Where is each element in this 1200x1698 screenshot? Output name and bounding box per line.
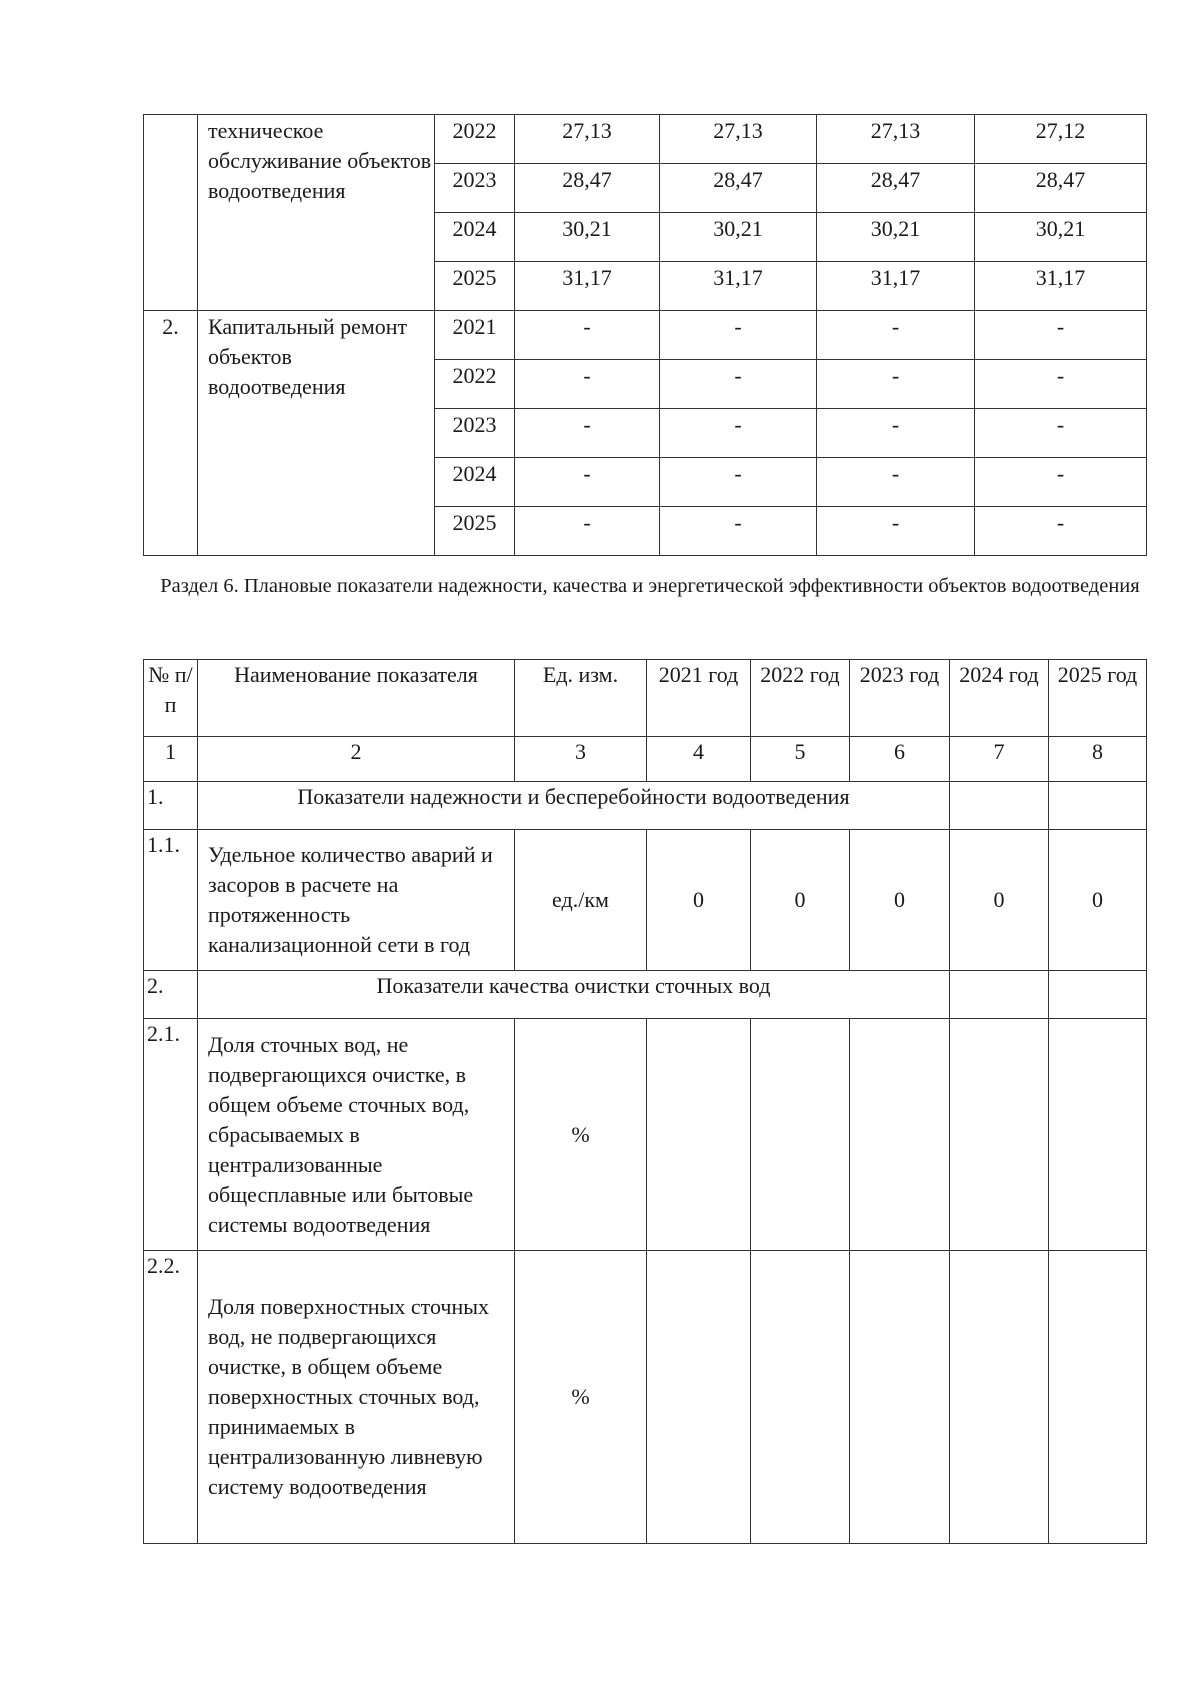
value-cell: 30,21: [660, 213, 817, 262]
year-cell: 2025: [435, 507, 515, 556]
year-cell: 2025: [435, 262, 515, 311]
value-cell: [1049, 1251, 1147, 1544]
unit-cell: %: [515, 1251, 647, 1544]
year-cell: 2022: [435, 360, 515, 409]
table-row: [144, 1019, 1147, 1251]
empty-cell: [1049, 971, 1147, 1019]
value-cell: -: [817, 507, 975, 556]
row-number-cell: 1.1.: [144, 830, 198, 971]
value-cell: [751, 1019, 850, 1251]
value-cell: -: [817, 409, 975, 458]
value-cell: 30,21: [975, 213, 1147, 262]
year-cell: 2021: [435, 311, 515, 360]
table-row: [144, 311, 1147, 360]
table-row: [144, 115, 1147, 164]
group-title: Показатели качества очистки сточных вод: [198, 971, 950, 1019]
row-number-cell: 2.1.: [144, 1019, 198, 1251]
item-name-cell: Капитальный ремонт объектов водоотведения: [198, 311, 435, 556]
value-cell: 0: [647, 830, 751, 971]
column-index: 5: [751, 737, 850, 782]
value-cell: -: [660, 409, 817, 458]
value-cell: -: [660, 311, 817, 360]
value-cell: -: [515, 360, 660, 409]
empty-cell: [950, 782, 1049, 830]
unit-cell: %: [515, 1019, 647, 1251]
year-cell: 2023: [435, 409, 515, 458]
item-name-cell: техническое обслуживание объектов водоотведения: [198, 115, 435, 311]
table-header-row: [144, 660, 1147, 737]
header-year: 2023 год: [850, 660, 950, 737]
year-cell: 2024: [435, 213, 515, 262]
column-index: 3: [515, 737, 647, 782]
value-cell: -: [515, 458, 660, 507]
value-cell: 28,47: [660, 164, 817, 213]
value-cell: [850, 1019, 950, 1251]
value-cell: -: [975, 507, 1147, 556]
cost-table: [143, 114, 1147, 556]
column-index: 7: [950, 737, 1049, 782]
value-cell: 28,47: [515, 164, 660, 213]
header-name: Наименование показателя: [198, 660, 515, 737]
column-index: 1: [144, 737, 198, 782]
group-number: 2.: [144, 971, 198, 1019]
unit-cell: ед./км: [515, 830, 647, 971]
value-cell: 31,17: [515, 262, 660, 311]
header-year: 2024 год: [950, 660, 1049, 737]
section-title: Раздел 6. Плановые показатели надежности, качества и энергетической эффективности объектов водоотведения: [160, 575, 1140, 597]
header-year: 2021 год: [647, 660, 751, 737]
header-unit: Ед. изм.: [515, 660, 647, 737]
value-cell: [751, 1251, 850, 1544]
value-cell: 27,13: [515, 115, 660, 164]
value-cell: -: [975, 311, 1147, 360]
group-title: Показатели надежности и бесперебойности водоотведения: [198, 782, 950, 830]
value-cell: -: [515, 507, 660, 556]
value-cell: -: [515, 409, 660, 458]
empty-cell: [950, 971, 1049, 1019]
value-cell: -: [660, 507, 817, 556]
year-cell: 2023: [435, 164, 515, 213]
column-index-row: [144, 737, 1147, 782]
value-cell: 31,17: [817, 262, 975, 311]
value-cell: 31,17: [660, 262, 817, 311]
value-cell: -: [975, 409, 1147, 458]
row-number-cell: [144, 115, 198, 311]
group-row: [144, 782, 1147, 830]
value-cell: -: [660, 458, 817, 507]
indicator-name-cell: Доля поверхностных сточных вод, не подвергающихся очистке, в общем объеме поверхностных сточных вод, принимаемых в централизованную ливневую систему водоотведения: [198, 1251, 515, 1544]
value-cell: 27,13: [660, 115, 817, 164]
column-index: 8: [1049, 737, 1147, 782]
value-cell: [950, 1251, 1049, 1544]
value-cell: 27,12: [975, 115, 1147, 164]
row-number-cell: 2.: [144, 311, 198, 556]
header-num: № п/п: [144, 660, 198, 737]
indicators-table: [143, 659, 1147, 1544]
value-cell: 31,17: [975, 262, 1147, 311]
table-row: [144, 1251, 1147, 1544]
value-cell: 30,21: [817, 213, 975, 262]
value-cell: 0: [950, 830, 1049, 971]
value-cell: -: [975, 458, 1147, 507]
column-index: 2: [198, 737, 515, 782]
value-cell: 30,21: [515, 213, 660, 262]
indicator-name-cell: Удельное количество аварий и засоров в расчете на протяженность канализационной сети в год: [198, 830, 515, 971]
value-cell: [1049, 1019, 1147, 1251]
value-cell: 0: [751, 830, 850, 971]
header-year: 2025 год: [1049, 660, 1147, 737]
value-cell: 0: [850, 830, 950, 971]
value-cell: -: [515, 311, 660, 360]
empty-cell: [1049, 782, 1147, 830]
group-row: [144, 971, 1147, 1019]
value-cell: [647, 1019, 751, 1251]
value-cell: 28,47: [975, 164, 1147, 213]
value-cell: -: [817, 311, 975, 360]
value-cell: 27,13: [817, 115, 975, 164]
year-cell: 2022: [435, 115, 515, 164]
year-cell: 2024: [435, 458, 515, 507]
indicator-name-cell: Доля сточных вод, не подвергающихся очистке, в общем объеме сточных вод, сбрасываемых в централизованные общесплавные или бытовые системы водоотведения: [198, 1019, 515, 1251]
value-cell: -: [975, 360, 1147, 409]
column-index: 6: [850, 737, 950, 782]
value-cell: -: [817, 458, 975, 507]
header-year: 2022 год: [751, 660, 850, 737]
value-cell: [950, 1019, 1049, 1251]
value-cell: -: [660, 360, 817, 409]
value-cell: [647, 1251, 751, 1544]
value-cell: -: [817, 360, 975, 409]
row-number-cell: 2.2.: [144, 1251, 198, 1544]
column-index: 4: [647, 737, 751, 782]
table-row: [144, 830, 1147, 971]
group-number: 1.: [144, 782, 198, 830]
value-cell: [850, 1251, 950, 1544]
value-cell: 0: [1049, 830, 1147, 971]
value-cell: 28,47: [817, 164, 975, 213]
